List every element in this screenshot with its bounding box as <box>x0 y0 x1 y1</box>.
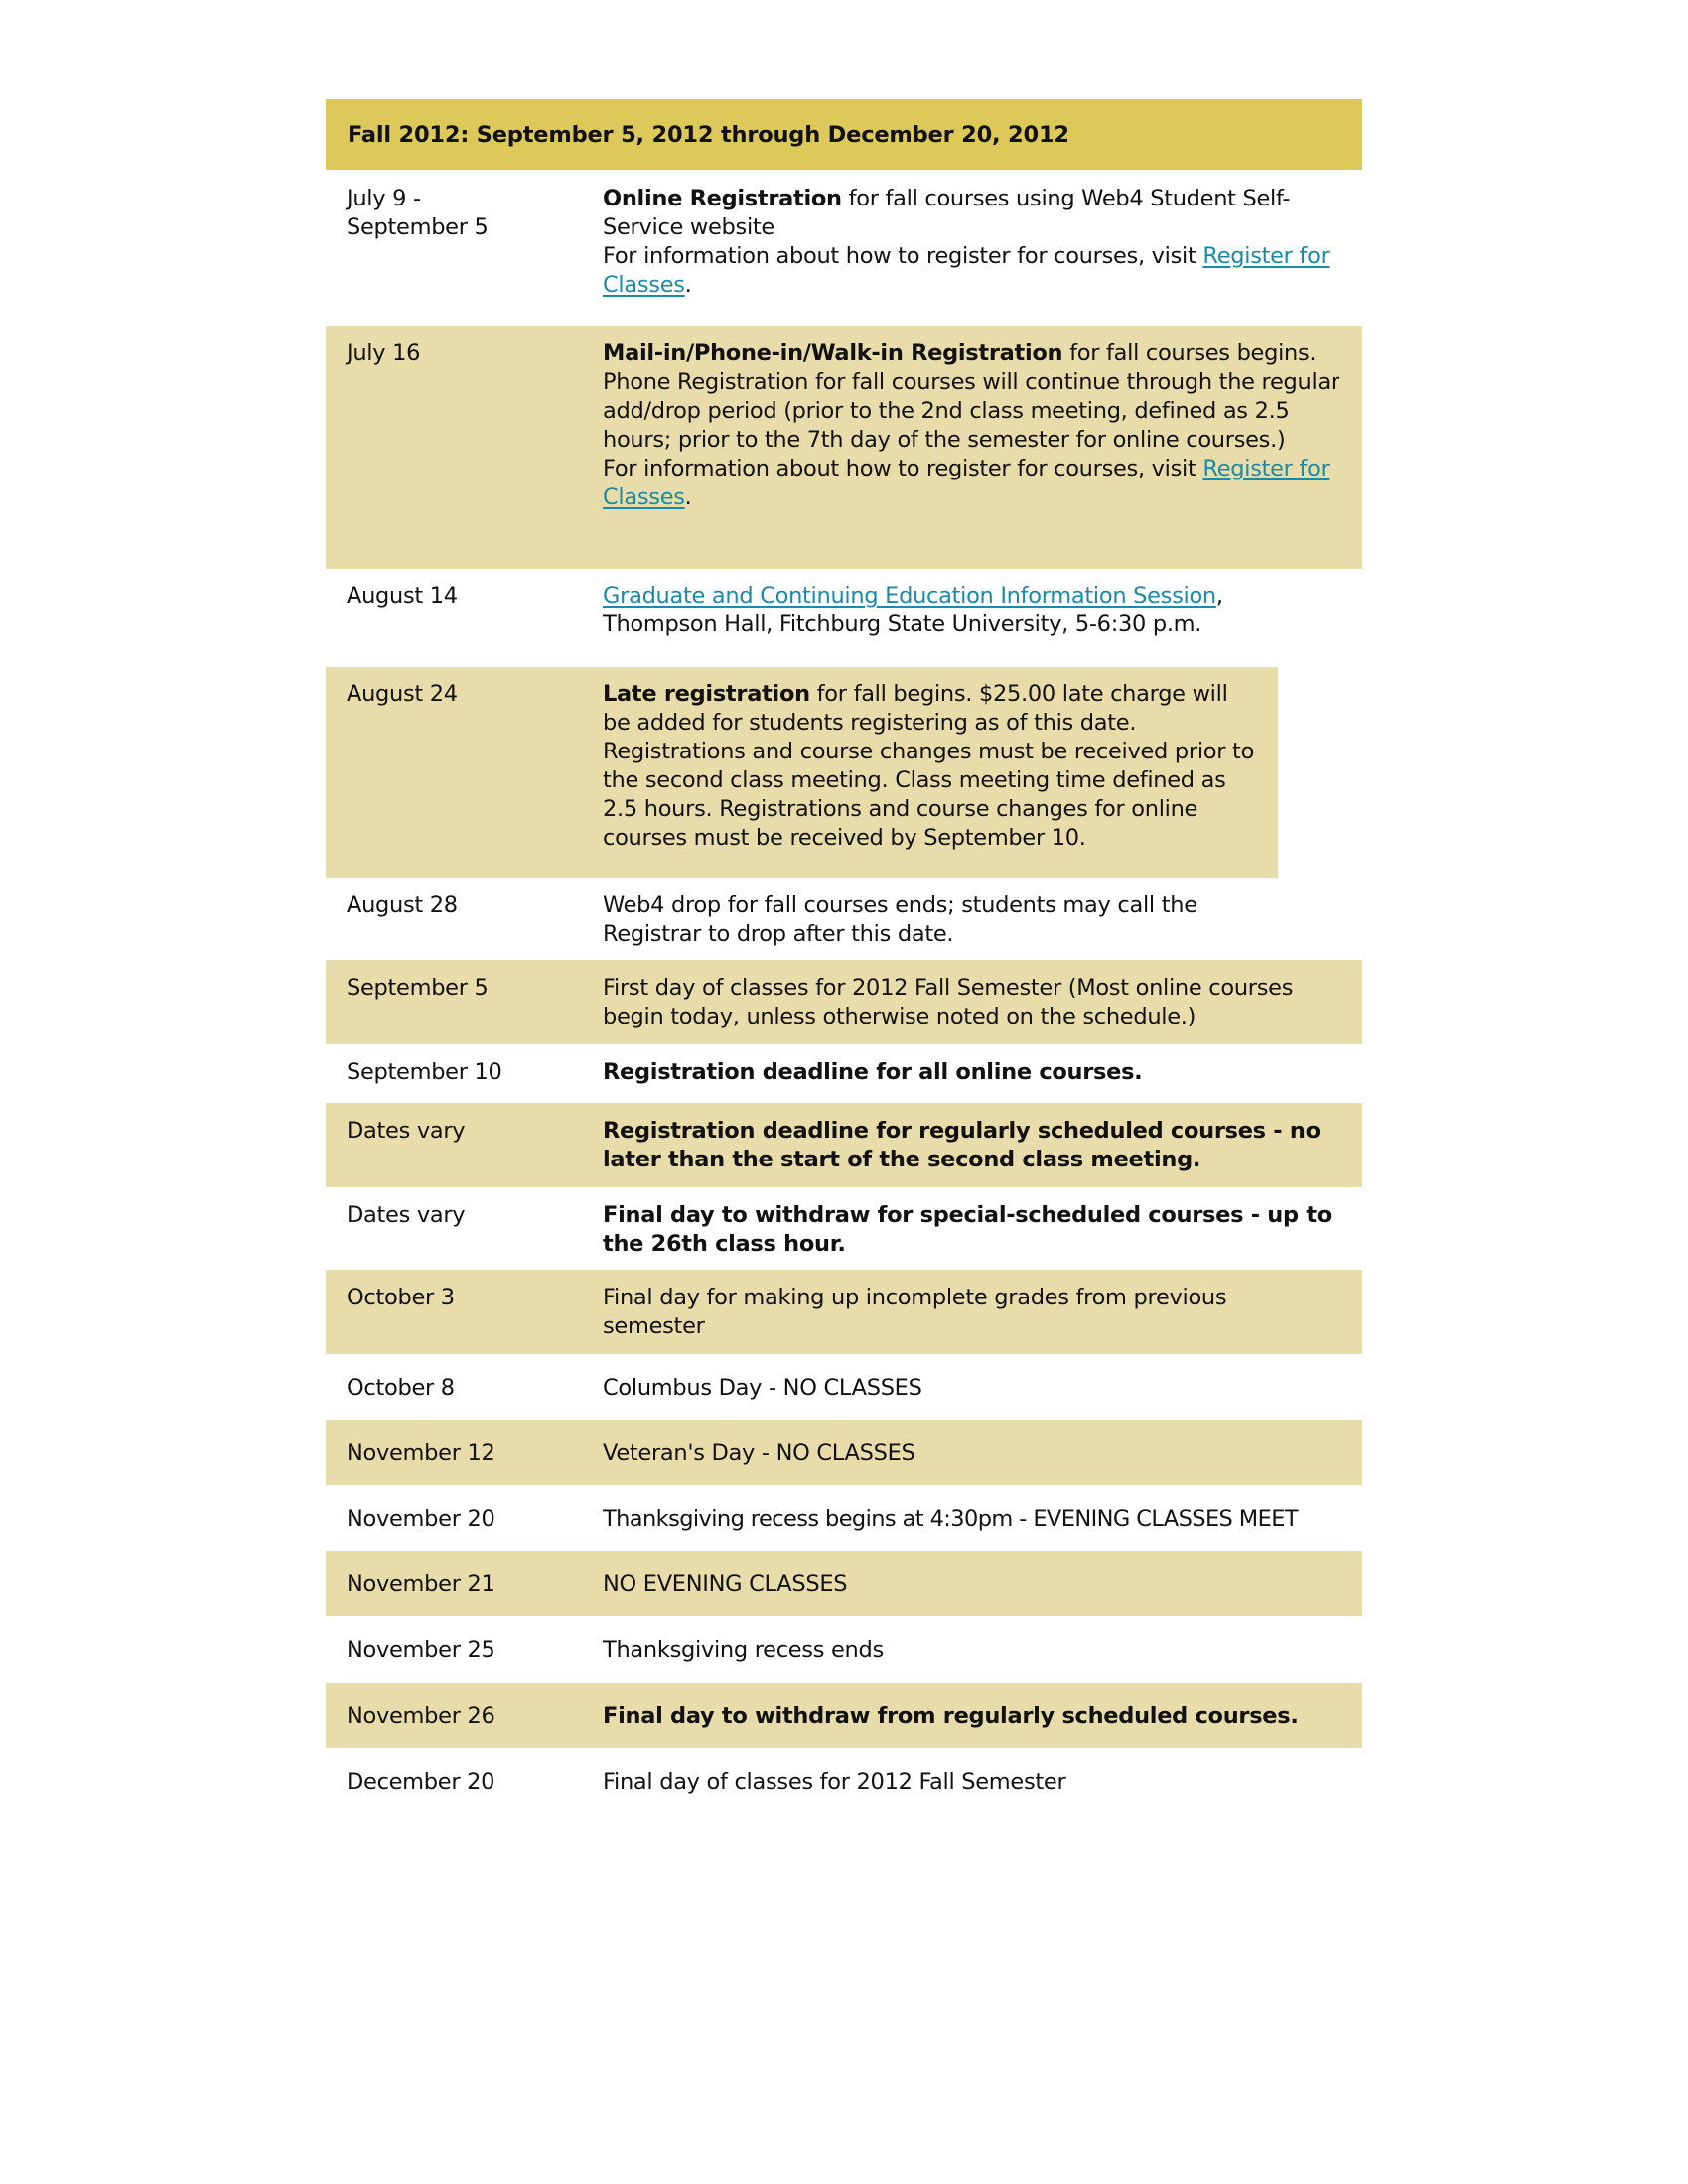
date-cell: November 12 <box>347 1440 495 1466</box>
calendar-row <box>326 1270 1362 1354</box>
date-cell: September 10 <box>347 1059 502 1085</box>
description-cell: Registration deadline for all online courses. <box>603 1059 1143 1085</box>
description-cell <box>603 582 1341 667</box>
description-cell <box>603 340 1341 569</box>
calendar-row <box>326 667 1362 878</box>
calendar-row <box>326 1485 1362 1551</box>
description-cell: NO EVENING CLASSES <box>603 1571 848 1597</box>
calendar-row <box>326 326 1362 569</box>
description-cell: Registration deadline for regularly scheduled courses - no later than the start of the second class meeting. <box>603 1118 1321 1172</box>
date-cell: August 14 <box>347 583 458 609</box>
calendar-row <box>326 1354 1362 1420</box>
description-cell: Final day for making up incomplete grades from previous semester <box>603 1285 1227 1339</box>
punctuation: . <box>684 484 692 510</box>
register-for-classes-link[interactable]: Register for Classes <box>603 243 1330 298</box>
date-cell: September 5 <box>347 975 489 1001</box>
calendar-row <box>326 1748 1362 1814</box>
description-cell: Final day to withdraw for special-scheduled courses - up to the 26th class hour. <box>603 1202 1332 1257</box>
calendar-row <box>326 878 1362 960</box>
calendar-row <box>326 1103 1362 1187</box>
description-cell: Veteran's Day - NO CLASSES <box>603 1440 915 1466</box>
date-cell: July 16 <box>347 341 421 366</box>
event-title: Late registration <box>603 681 810 707</box>
date-cell: Dates vary <box>347 1202 466 1228</box>
description-cell: First day of classes for 2012 Fall Semester (Most online courses begin today, unless otherwise noted on the schedule.) <box>603 975 1294 1029</box>
calendar-row <box>326 1616 1362 1683</box>
calendar-row <box>326 1187 1362 1270</box>
calendar-row <box>326 1044 1362 1103</box>
description-cell: Web4 drop for fall courses ends; students may call the Registrar to drop after this date. <box>603 892 1197 947</box>
date-cell <box>326 185 603 326</box>
calendar-row <box>326 1551 1362 1616</box>
date-cell: November 21 <box>347 1571 495 1597</box>
semester-header <box>326 99 1362 170</box>
date-cell: August 24 <box>347 681 458 707</box>
info-session-link[interactable]: Graduate and Continuing Education Information Session <box>603 583 1216 609</box>
date-cell: November 25 <box>347 1637 495 1663</box>
date-line: September 5 <box>347 214 489 240</box>
description-cell: Final day of classes for 2012 Fall Semester <box>603 1769 1066 1795</box>
event-text: for fall courses using Web4 Student Self-Service website <box>603 186 1291 240</box>
event-text: for fall courses begins. Phone Registration for fall courses will continue through the regular add/drop period (prior to the 2nd class meeting, defined as 2.5 hours; prior to the 7th day of the semester for online courses.) <box>603 341 1339 453</box>
description-cell <box>603 185 1341 326</box>
date-cell: Dates vary <box>347 1118 466 1144</box>
academic-calendar-table <box>326 99 1362 1814</box>
date-cell: November 20 <box>347 1506 495 1532</box>
semester-title: Fall 2012: September 5, 2012 through December 20, 2012 <box>348 121 1069 148</box>
date-cell: December 20 <box>347 1769 495 1795</box>
description-cell: Thanksgiving recess begins at 4:30pm - EVENING CLASSES MEET <box>603 1506 1298 1532</box>
date-cell: October 3 <box>347 1285 455 1310</box>
date-cell: November 26 <box>347 1704 495 1729</box>
calendar-row <box>326 569 1362 667</box>
punctuation: . <box>684 272 692 298</box>
calendar-row <box>326 960 1362 1044</box>
description-cell <box>603 680 1258 878</box>
register-for-classes-link[interactable]: Register for Classes <box>603 456 1330 510</box>
calendar-row <box>326 1420 1362 1485</box>
event-text: for fall begins. $25.00 late charge will be added for students registering as of this date. Registrations and course changes must be received prior to the second class meeting. Class meeting time defined as 2.5 hours. Registrations and course changes for online courses must be received by September 10. <box>603 681 1255 851</box>
event-text: For information about how to register for courses, visit <box>603 456 1203 481</box>
date-cell: October 8 <box>347 1375 455 1401</box>
calendar-row <box>326 1683 1362 1748</box>
description-cell: Thanksgiving recess ends <box>603 1637 884 1663</box>
date-cell: August 28 <box>347 892 458 918</box>
description-cell: Columbus Day - NO CLASSES <box>603 1375 922 1401</box>
event-text: For information about how to register for courses, visit <box>603 243 1203 269</box>
description-cell: Final day to withdraw from regularly scheduled courses. <box>603 1704 1299 1729</box>
event-title: Online Registration <box>603 186 842 211</box>
event-title: Mail-in/Phone-in/Walk-in Registration <box>603 341 1063 366</box>
calendar-row <box>326 170 1362 326</box>
date-line: July 9 - <box>347 186 421 211</box>
event-text: , Thompson Hall, Fitchburg State University, 5-6:30 p.m. <box>603 583 1223 637</box>
